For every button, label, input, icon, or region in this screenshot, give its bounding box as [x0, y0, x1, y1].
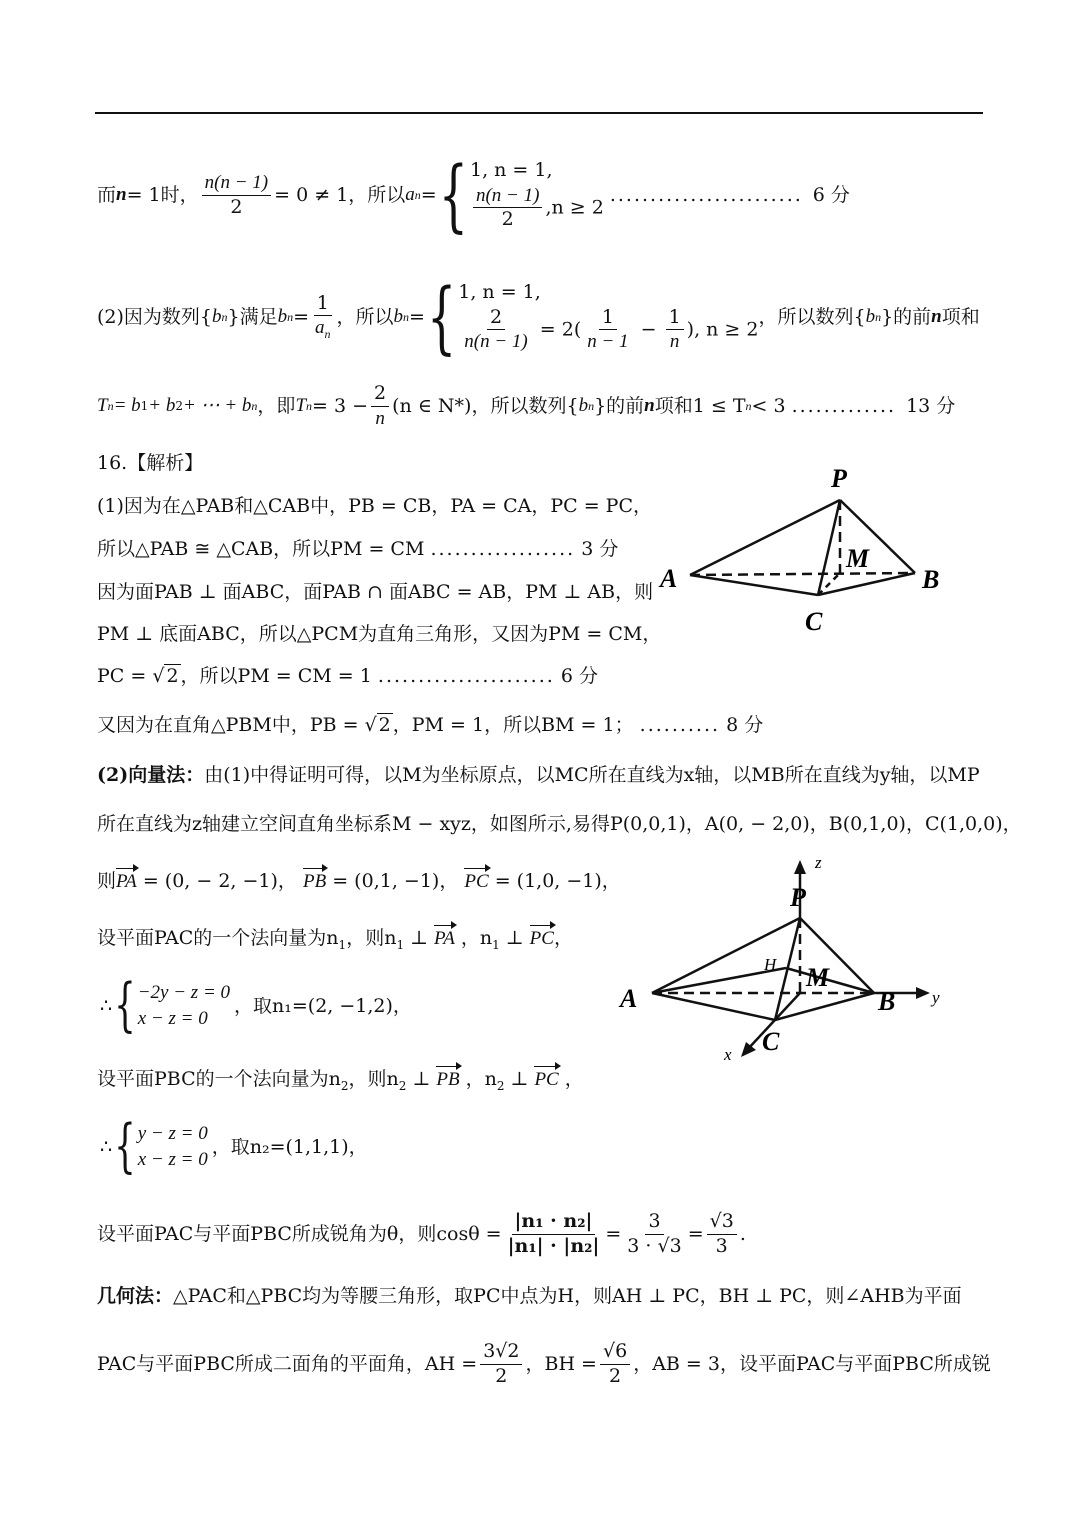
section-heading: 16.【解析】	[97, 452, 204, 474]
label-M: M	[846, 544, 870, 573]
proof-line: 则PA = (0, − 2, −1)， PB = (0,1, −1)， PC = (1,0, −1)，	[97, 870, 621, 892]
line-tn-sum: T n = b 1 + b 2 + ⋯ + b n ，即 T n = 3 − $\frac{2}{n}$ (n ∈ N*) ，所以数列{ b n }的前 n 项和1 ≤ T n < 3 ............. 13 分	[97, 381, 956, 429]
proof-line: 所以△PAB ≅ △CAB，所以PM = CM .................. 3 分	[97, 538, 619, 560]
label-x: x	[724, 1045, 732, 1064]
proof-line: 设平面PAC的一个法向量为$n_1$，则$n_1$ ⊥ PA ，$n_1$ ⊥ PC，	[97, 927, 573, 952]
piecewise: 1, n = 1, $\frac{2}{n(n - 1)}$ = 2( $\frac{1}{n - 1}$ − $\frac{1}{n}$ ), n ≥ 2	[458, 280, 759, 353]
label-C: C	[805, 607, 823, 636]
line-bn-formula: (2)因为数列{ b n }满足 b n = $\frac{1}{a_n}$ ，所以 b n = { 1, n = 1, $\frac{2}{n(n - 1)}$ = 2( $\frac{1}{n - 1}$ − $\frac{1}{n}$ ), n ≥ 2 ，所以数列{ b n }的前 n 项和	[97, 271, 980, 363]
label-B: B	[878, 987, 896, 1016]
label-B: B	[922, 565, 940, 594]
proof-line: PM ⊥ 底面ABC，所以△PCM为直角三角形，又因为PM = CM，	[97, 623, 662, 645]
cos-formula: 设平面PAC与平面PBC所成锐角为θ，则cosθ = $\frac{\text{|n₁ · n₂|}}{\text{|n₁| · |n₂|}}$ = $\frac{3}{3 \cdot √3}$ = $\frac{√3}{3}$ .	[97, 1209, 746, 1257]
proof-line: PAC与平面PBC所成二面角的平面角，AH = $\frac{3√2}{2}$ ，BH = $\frac{√6}{2}$ ，AB = 3，设平面PAC与平面PBC所成锐	[97, 1339, 991, 1387]
proof-line: 几何法：△PAC和△PBC均为等腰三角形，取PC中点为H，则AH ⊥ PC，BH ⊥ PC，则∠AHB为平面	[97, 1285, 962, 1307]
proof-line: 设平面PBC的一个法向量为$n_2$，则$n_2$ ⊥ PB ，$n_2$ ⊥ PC ，	[97, 1068, 584, 1093]
label-H: H	[764, 955, 777, 974]
label-C: C	[762, 1027, 780, 1056]
proof-line: (1)因为在△PAB和△CAB中，PB = CB，PA = CA，PC = PC，	[97, 495, 652, 517]
piecewise: 1, n = 1, $\frac{n(n - 1)}{2}$ ,n ≥ 2	[469, 158, 604, 231]
equation-system: ∴ { y − z = 0 x − z = 0 ，取n₂=(1,1,1)，	[100, 1113, 368, 1181]
label-y: y	[932, 988, 940, 1007]
fraction: $\frac{n(n - 1)}{2}$	[202, 171, 271, 220]
label-A: A	[660, 564, 678, 593]
pyramid-figure-1	[650, 455, 960, 640]
label-A: A	[620, 984, 638, 1013]
label-P: P	[831, 464, 847, 493]
line-an-formula: 而 n = 1时， $\frac{n(n - 1)}{2}$ = 0 ≠ 1，所以 a n = { 1, n = 1, $\frac{n(n - 1)}{2}$ ,n ≥ 2 ........................ 6 分	[97, 149, 850, 241]
label-P: P	[790, 883, 806, 912]
label-z: z	[815, 853, 822, 872]
equation-system: ∴ { −2y − z = 0 x − z = 0 ，取n₁=(2, −1,2)，	[100, 972, 412, 1040]
top-rule	[95, 112, 983, 114]
proof-line: PC = √ 2 ，所以PM = CM = 1 ...................... 6 分	[97, 665, 598, 687]
brace: {	[438, 149, 468, 241]
proof-line: 又因为在直角△PBM中，PB = √ 2 ，PM = 1，所以BM = 1； .......... 8 分	[97, 714, 764, 736]
label-M: M	[806, 963, 830, 992]
brace: {	[426, 271, 457, 363]
proof-line: 因为面PAB ⊥ 面ABC，面PAB ∩ 面ABC = AB，PM ⊥ AB，则	[97, 581, 654, 603]
proof-line: 所在直线为z轴建立空间直角坐标系M − xyz，如图所示,易得P(0,0,1)，A(0, − 2,0)，B(0,1,0)，C(1,0,0)，	[97, 813, 1022, 835]
proof-line: (2)向量法：由(1)中得证明可得，以M为坐标原点，以MC所在直线为x轴，以MB所在直线为y轴，以MP	[97, 764, 980, 786]
pyramid-figure-2	[612, 850, 952, 1070]
